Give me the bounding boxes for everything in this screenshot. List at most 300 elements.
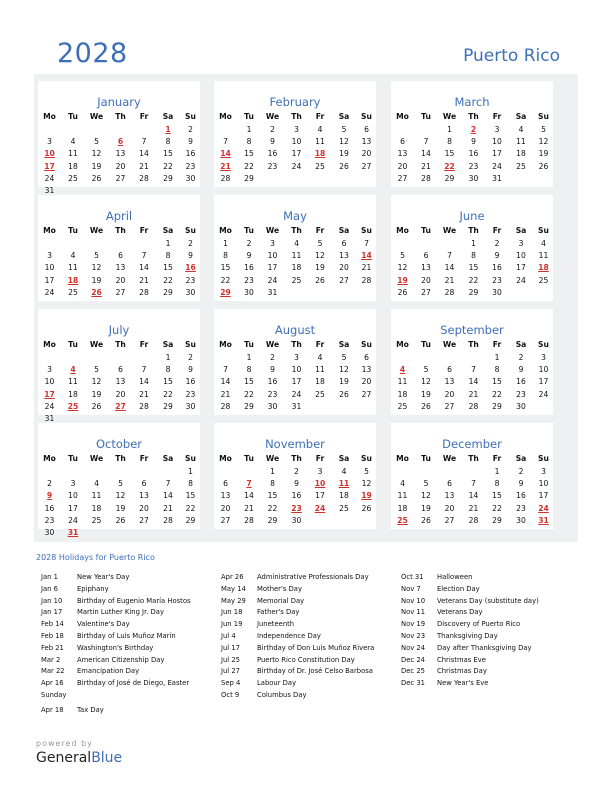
day-cell[interactable]: 26 bbox=[421, 401, 431, 411]
day-cell[interactable]: 26 bbox=[91, 401, 102, 411]
day-cell[interactable]: 11 bbox=[315, 137, 325, 147]
day-cell[interactable]: 16 bbox=[468, 149, 479, 159]
day-cell[interactable]: 9 bbox=[471, 137, 476, 147]
day-cell[interactable]: 19 bbox=[91, 389, 102, 399]
holiday-day[interactable]: 29 bbox=[220, 287, 231, 297]
day-cell[interactable]: 23 bbox=[44, 515, 55, 525]
day-cell[interactable]: 29 bbox=[444, 173, 455, 183]
day-cell[interactable]: 2 bbox=[188, 353, 193, 362]
day-cell[interactable]: 11 bbox=[291, 251, 302, 261]
day-cell[interactable]: 18 bbox=[339, 491, 349, 501]
holiday-day[interactable]: 31 bbox=[538, 515, 549, 525]
day-cell[interactable]: 29 bbox=[185, 515, 196, 525]
day-cell[interactable]: 29 bbox=[163, 287, 173, 297]
day-cell[interactable]: 27 bbox=[444, 401, 455, 411]
day-cell[interactable]: 2 bbox=[270, 353, 275, 362]
day-cell[interactable]: 17 bbox=[538, 491, 549, 501]
day-cell[interactable]: 30 bbox=[244, 287, 254, 297]
day-cell[interactable]: 14 bbox=[139, 377, 149, 387]
day-cell[interactable]: 18 bbox=[291, 263, 302, 273]
day-cell[interactable]: 4 bbox=[518, 125, 524, 134]
day-cell[interactable]: 6 bbox=[364, 353, 369, 362]
day-cell[interactable]: 20 bbox=[397, 161, 408, 171]
day-cell[interactable]: 22 bbox=[492, 389, 502, 399]
day-cell[interactable]: 9 bbox=[270, 137, 275, 147]
day-cell[interactable]: 5 bbox=[94, 251, 99, 261]
day-cell[interactable]: 1 bbox=[494, 353, 500, 362]
day-cell[interactable]: 23 bbox=[185, 161, 196, 171]
day-cell[interactable]: 20 bbox=[115, 275, 126, 285]
day-cell[interactable]: 25 bbox=[68, 287, 78, 297]
day-cell[interactable]: 12 bbox=[421, 377, 431, 387]
day-cell[interactable]: 8 bbox=[165, 365, 171, 375]
day-cell[interactable]: 21 bbox=[139, 161, 149, 171]
day-cell[interactable]: 23 bbox=[516, 503, 526, 513]
day-cell[interactable]: 12 bbox=[421, 491, 431, 501]
day-cell[interactable]: 24 bbox=[44, 173, 55, 183]
day-cell[interactable]: 8 bbox=[494, 479, 500, 489]
day-cell[interactable]: 29 bbox=[468, 287, 479, 297]
day-cell[interactable]: 30 bbox=[185, 401, 196, 411]
day-cell[interactable]: 6 bbox=[423, 251, 429, 261]
day-cell[interactable]: 11 bbox=[516, 137, 526, 147]
day-cell[interactable]: 27 bbox=[115, 287, 126, 297]
day-cell[interactable]: 28 bbox=[421, 173, 431, 183]
day-cell[interactable]: 22 bbox=[220, 275, 231, 285]
day-cell[interactable]: 5 bbox=[317, 239, 323, 248]
day-cell[interactable]: 30 bbox=[185, 287, 196, 297]
day-cell[interactable]: 17 bbox=[291, 377, 302, 387]
day-cell[interactable]: 30 bbox=[44, 528, 55, 537]
day-cell[interactable]: 18 bbox=[516, 149, 526, 159]
day-cell[interactable]: 25 bbox=[315, 161, 325, 171]
day-cell[interactable]: 3 bbox=[47, 365, 52, 375]
day-cell[interactable]: 21 bbox=[421, 161, 431, 171]
day-cell[interactable]: 13 bbox=[361, 365, 372, 375]
day-cell[interactable]: 22 bbox=[244, 389, 254, 399]
day-cell[interactable]: 4 bbox=[317, 353, 323, 362]
day-cell[interactable]: 11 bbox=[91, 491, 102, 501]
day-cell[interactable]: 16 bbox=[516, 377, 526, 387]
day-cell[interactable]: 13 bbox=[421, 263, 431, 273]
day-cell[interactable]: 11 bbox=[397, 491, 408, 501]
day-cell[interactable]: 5 bbox=[341, 125, 347, 134]
day-cell[interactable]: 15 bbox=[163, 263, 173, 273]
day-cell[interactable]: 2 bbox=[294, 467, 299, 476]
day-cell[interactable]: 10 bbox=[44, 377, 55, 387]
holiday-day[interactable]: 7 bbox=[246, 479, 252, 489]
day-cell[interactable]: 17 bbox=[267, 263, 278, 273]
holiday-day[interactable]: 19 bbox=[397, 275, 408, 285]
day-cell[interactable]: 12 bbox=[115, 491, 126, 501]
day-cell[interactable]: 14 bbox=[444, 263, 455, 273]
day-cell[interactable]: 15 bbox=[163, 377, 173, 387]
day-cell[interactable]: 1 bbox=[165, 239, 171, 248]
day-cell[interactable]: 31 bbox=[291, 401, 302, 411]
day-cell[interactable]: 16 bbox=[44, 503, 55, 513]
day-cell[interactable]: 10 bbox=[538, 479, 549, 489]
day-cell[interactable]: 7 bbox=[223, 137, 228, 147]
day-cell[interactable]: 14 bbox=[468, 377, 479, 387]
day-cell[interactable]: 8 bbox=[270, 479, 275, 489]
holiday-day[interactable]: 10 bbox=[314, 479, 326, 489]
day-cell[interactable]: 18 bbox=[91, 503, 102, 513]
day-cell[interactable]: 4 bbox=[70, 137, 76, 147]
day-cell[interactable]: 20 bbox=[139, 503, 149, 513]
day-cell[interactable]: 24 bbox=[267, 275, 278, 285]
day-cell[interactable]: 1 bbox=[246, 125, 252, 134]
day-cell[interactable]: 25 bbox=[315, 389, 325, 399]
day-cell[interactable]: 24 bbox=[44, 287, 55, 297]
day-cell[interactable]: 13 bbox=[444, 377, 455, 387]
day-cell[interactable]: 29 bbox=[267, 515, 278, 525]
day-cell[interactable]: 22 bbox=[163, 389, 173, 399]
day-cell[interactable]: 28 bbox=[139, 401, 149, 411]
day-cell[interactable]: 6 bbox=[341, 239, 347, 248]
day-cell[interactable]: 5 bbox=[423, 479, 429, 489]
day-cell[interactable]: 13 bbox=[115, 377, 126, 387]
day-cell[interactable]: 26 bbox=[91, 173, 102, 183]
day-cell[interactable]: 12 bbox=[361, 479, 372, 489]
day-cell[interactable]: 19 bbox=[339, 377, 349, 387]
day-cell[interactable]: 22 bbox=[267, 503, 278, 513]
day-cell[interactable]: 7 bbox=[141, 365, 147, 375]
holiday-day[interactable]: 17 bbox=[44, 161, 55, 171]
day-cell[interactable]: 30 bbox=[267, 401, 278, 411]
day-cell[interactable]: 10 bbox=[44, 263, 55, 273]
day-cell[interactable]: 6 bbox=[447, 365, 452, 375]
day-cell[interactable]: 13 bbox=[444, 491, 455, 501]
day-cell[interactable]: 1 bbox=[494, 467, 500, 476]
day-cell[interactable]: 13 bbox=[115, 149, 126, 159]
holiday-day[interactable]: 4 bbox=[399, 365, 406, 375]
day-cell[interactable]: 12 bbox=[315, 251, 325, 261]
day-cell[interactable]: 1 bbox=[471, 239, 476, 248]
day-cell[interactable]: 28 bbox=[468, 515, 479, 525]
day-cell[interactable]: 10 bbox=[492, 137, 502, 147]
day-cell[interactable]: 21 bbox=[220, 389, 231, 399]
day-cell[interactable]: 18 bbox=[68, 389, 78, 399]
day-cell[interactable]: 28 bbox=[244, 515, 254, 525]
day-cell[interactable]: 17 bbox=[68, 503, 78, 513]
day-cell[interactable]: 20 bbox=[115, 389, 126, 399]
holiday-day[interactable]: 25 bbox=[67, 401, 79, 411]
day-cell[interactable]: 19 bbox=[115, 503, 126, 513]
day-cell[interactable]: 16 bbox=[267, 377, 278, 387]
day-cell[interactable]: 16 bbox=[291, 491, 302, 501]
day-cell[interactable]: 8 bbox=[223, 251, 228, 261]
day-cell[interactable]: 9 bbox=[270, 365, 275, 375]
day-cell[interactable]: 29 bbox=[492, 515, 502, 525]
day-cell[interactable]: 1 bbox=[165, 353, 171, 362]
day-cell[interactable]: 3 bbox=[317, 467, 323, 476]
day-cell[interactable]: 28 bbox=[139, 287, 149, 297]
day-cell[interactable]: 3 bbox=[70, 479, 76, 489]
day-cell[interactable]: 15 bbox=[468, 263, 479, 273]
day-cell[interactable]: 15 bbox=[492, 491, 502, 501]
day-cell[interactable]: 15 bbox=[267, 491, 278, 501]
holiday-day[interactable]: 25 bbox=[397, 515, 408, 525]
day-cell[interactable]: 3 bbox=[294, 353, 299, 362]
day-cell[interactable]: 5 bbox=[423, 365, 429, 375]
day-cell[interactable]: 20 bbox=[339, 263, 349, 273]
day-cell[interactable]: 7 bbox=[364, 239, 369, 248]
day-cell[interactable]: 2 bbox=[246, 239, 252, 248]
day-cell[interactable]: 6 bbox=[118, 365, 123, 375]
day-cell[interactable]: 7 bbox=[423, 137, 429, 147]
day-cell[interactable]: 10 bbox=[68, 491, 78, 501]
day-cell[interactable]: 22 bbox=[185, 503, 196, 513]
brand-logo[interactable] bbox=[36, 750, 122, 766]
day-cell[interactable]: 13 bbox=[397, 149, 408, 159]
day-cell[interactable]: 27 bbox=[115, 173, 126, 183]
day-cell[interactable]: 19 bbox=[91, 275, 102, 285]
day-cell[interactable]: 3 bbox=[294, 125, 299, 134]
day-cell[interactable]: 1 bbox=[188, 467, 193, 476]
day-cell[interactable]: 4 bbox=[317, 125, 323, 134]
day-cell[interactable]: 5 bbox=[341, 353, 347, 362]
day-cell[interactable]: 26 bbox=[115, 515, 126, 525]
day-cell[interactable]: 21 bbox=[468, 389, 479, 399]
day-cell[interactable]: 28 bbox=[220, 173, 231, 183]
holiday-day[interactable]: 14 bbox=[220, 149, 231, 159]
day-cell[interactable]: 9 bbox=[518, 479, 524, 489]
day-cell[interactable]: 16 bbox=[516, 491, 526, 501]
day-cell[interactable]: 10 bbox=[516, 251, 526, 261]
day-cell[interactable]: 24 bbox=[44, 401, 55, 411]
holiday-day[interactable]: 23 bbox=[291, 503, 302, 513]
day-cell[interactable]: 17 bbox=[516, 263, 526, 273]
day-cell[interactable]: 3 bbox=[47, 137, 52, 147]
day-cell[interactable]: 15 bbox=[163, 149, 173, 159]
day-cell[interactable]: 28 bbox=[361, 275, 372, 285]
day-cell[interactable]: 3 bbox=[494, 125, 500, 134]
day-cell[interactable]: 21 bbox=[444, 275, 455, 285]
day-cell[interactable]: 14 bbox=[421, 149, 431, 159]
day-cell[interactable]: 4 bbox=[94, 479, 99, 489]
day-cell[interactable]: 20 bbox=[361, 377, 372, 387]
day-cell[interactable]: 24 bbox=[492, 161, 502, 171]
day-cell[interactable]: 2 bbox=[188, 239, 193, 248]
day-cell[interactable]: 11 bbox=[538, 251, 549, 261]
day-cell[interactable]: 31 bbox=[267, 287, 278, 297]
day-cell[interactable]: 5 bbox=[94, 365, 99, 375]
day-cell[interactable]: 2 bbox=[518, 353, 524, 362]
day-cell[interactable]: 9 bbox=[294, 479, 299, 489]
day-cell[interactable]: 27 bbox=[220, 515, 231, 525]
day-cell[interactable]: 29 bbox=[244, 401, 254, 411]
holiday-day[interactable]: 1 bbox=[165, 125, 171, 134]
day-cell[interactable]: 19 bbox=[315, 263, 325, 273]
day-cell[interactable]: 12 bbox=[538, 137, 549, 147]
day-cell[interactable]: 8 bbox=[165, 251, 171, 261]
day-cell[interactable]: 3 bbox=[541, 467, 546, 476]
holiday-day[interactable]: 10 bbox=[44, 149, 55, 159]
day-cell[interactable]: 30 bbox=[291, 515, 302, 525]
day-cell[interactable]: 16 bbox=[185, 149, 196, 159]
day-cell[interactable]: 18 bbox=[315, 377, 325, 387]
day-cell[interactable]: 11 bbox=[68, 263, 78, 273]
holiday-day[interactable]: 4 bbox=[70, 365, 76, 375]
day-cell[interactable]: 14 bbox=[139, 149, 149, 159]
day-cell[interactable]: 12 bbox=[397, 263, 408, 273]
day-cell[interactable]: 24 bbox=[68, 515, 78, 525]
day-cell[interactable]: 6 bbox=[400, 137, 405, 147]
day-cell[interactable]: 21 bbox=[361, 263, 372, 273]
day-cell[interactable]: 26 bbox=[421, 515, 431, 525]
day-cell[interactable]: 1 bbox=[246, 353, 252, 362]
day-cell[interactable]: 7 bbox=[471, 365, 476, 375]
day-cell[interactable]: 11 bbox=[315, 365, 325, 375]
day-cell[interactable]: 12 bbox=[91, 377, 102, 387]
day-cell[interactable]: 7 bbox=[447, 251, 452, 261]
day-cell[interactable]: 1 bbox=[447, 125, 452, 134]
day-cell[interactable]: 25 bbox=[397, 401, 408, 411]
day-cell[interactable]: 13 bbox=[139, 491, 149, 501]
day-cell[interactable]: 4 bbox=[400, 479, 405, 489]
day-cell[interactable]: 12 bbox=[91, 149, 102, 159]
day-cell[interactable]: 22 bbox=[163, 275, 173, 285]
day-cell[interactable]: 19 bbox=[538, 149, 549, 159]
day-cell[interactable]: 10 bbox=[538, 365, 549, 375]
day-cell[interactable]: 29 bbox=[163, 173, 173, 183]
day-cell[interactable]: 8 bbox=[246, 365, 252, 375]
day-cell[interactable]: 8 bbox=[471, 251, 476, 261]
day-cell[interactable]: 19 bbox=[91, 161, 102, 171]
day-cell[interactable]: 11 bbox=[397, 377, 408, 387]
day-cell[interactable]: 29 bbox=[163, 401, 173, 411]
day-cell[interactable]: 14 bbox=[139, 263, 149, 273]
holiday-day[interactable]: 21 bbox=[220, 161, 231, 171]
day-cell[interactable]: 9 bbox=[518, 365, 524, 375]
day-cell[interactable]: 12 bbox=[339, 365, 349, 375]
day-cell[interactable]: 4 bbox=[294, 239, 299, 248]
day-cell[interactable]: 17 bbox=[538, 377, 549, 387]
day-cell[interactable]: 10 bbox=[291, 365, 302, 375]
day-cell[interactable]: 5 bbox=[364, 467, 369, 476]
day-cell[interactable]: 22 bbox=[244, 161, 254, 171]
day-cell[interactable]: 2 bbox=[494, 239, 500, 248]
day-cell[interactable]: 15 bbox=[244, 377, 254, 387]
day-cell[interactable]: 15 bbox=[244, 149, 254, 159]
holiday-day[interactable]: 9 bbox=[46, 491, 53, 501]
day-cell[interactable]: 22 bbox=[163, 161, 173, 171]
day-cell[interactable]: 15 bbox=[444, 149, 455, 159]
day-cell[interactable]: 29 bbox=[244, 173, 254, 183]
day-cell[interactable]: 18 bbox=[68, 161, 78, 171]
day-cell[interactable]: 11 bbox=[68, 377, 78, 387]
day-cell[interactable]: 6 bbox=[118, 251, 123, 261]
day-cell[interactable]: 7 bbox=[165, 479, 171, 489]
day-cell[interactable]: 7 bbox=[223, 365, 228, 375]
day-cell[interactable]: 24 bbox=[538, 389, 549, 399]
day-cell[interactable]: 27 bbox=[139, 515, 149, 525]
day-cell[interactable]: 20 bbox=[361, 149, 372, 159]
day-cell[interactable]: 26 bbox=[361, 503, 372, 513]
day-cell[interactable]: 14 bbox=[468, 491, 479, 501]
day-cell[interactable]: 21 bbox=[139, 275, 149, 285]
day-cell[interactable]: 3 bbox=[270, 239, 275, 248]
day-cell[interactable]: 4 bbox=[341, 467, 347, 476]
day-cell[interactable]: 13 bbox=[220, 491, 231, 501]
day-cell[interactable]: 8 bbox=[188, 479, 193, 489]
day-cell[interactable]: 20 bbox=[115, 161, 126, 171]
day-cell[interactable]: 14 bbox=[220, 377, 231, 387]
day-cell[interactable]: 7 bbox=[141, 251, 147, 261]
day-cell[interactable]: 5 bbox=[541, 125, 546, 134]
day-cell[interactable]: 17 bbox=[291, 149, 302, 159]
holiday-day[interactable]: 18 bbox=[67, 275, 79, 285]
day-cell[interactable]: 15 bbox=[220, 263, 231, 273]
day-cell[interactable]: 26 bbox=[315, 275, 325, 285]
day-cell[interactable]: 9 bbox=[188, 251, 193, 261]
holiday-day[interactable]: 18 bbox=[538, 263, 549, 273]
day-cell[interactable]: 17 bbox=[44, 275, 55, 285]
day-cell[interactable]: 23 bbox=[468, 161, 479, 171]
day-cell[interactable]: 23 bbox=[267, 161, 278, 171]
day-cell[interactable]: 1 bbox=[223, 239, 228, 248]
day-cell[interactable]: 24 bbox=[516, 275, 526, 285]
day-cell[interactable]: 2 bbox=[270, 125, 275, 134]
holiday-day[interactable]: 31 bbox=[67, 528, 79, 537]
holiday-day[interactable]: 24 bbox=[538, 503, 549, 513]
holiday-day[interactable]: 2 bbox=[470, 125, 477, 134]
day-cell[interactable]: 21 bbox=[468, 503, 479, 513]
day-cell[interactable]: 23 bbox=[267, 389, 278, 399]
day-cell[interactable]: 21 bbox=[244, 503, 254, 513]
holiday-day[interactable]: 6 bbox=[117, 137, 124, 147]
day-cell[interactable]: 27 bbox=[444, 515, 455, 525]
day-cell[interactable]: 26 bbox=[538, 161, 549, 171]
day-cell[interactable]: 26 bbox=[339, 161, 349, 171]
day-cell[interactable]: 10 bbox=[267, 251, 278, 261]
day-cell[interactable]: 4 bbox=[541, 239, 546, 248]
day-cell[interactable]: 12 bbox=[91, 263, 102, 273]
day-cell[interactable]: 13 bbox=[361, 137, 372, 147]
day-cell[interactable]: 21 bbox=[139, 389, 149, 399]
day-cell[interactable]: 28 bbox=[163, 515, 173, 525]
day-cell[interactable]: 22 bbox=[492, 503, 502, 513]
day-cell[interactable]: 5 bbox=[94, 137, 99, 147]
day-cell[interactable]: 30 bbox=[516, 515, 526, 525]
day-cell[interactable]: 23 bbox=[516, 389, 526, 399]
day-cell[interactable]: 25 bbox=[516, 161, 526, 171]
day-cell[interactable]: 24 bbox=[291, 161, 302, 171]
day-cell[interactable]: 28 bbox=[139, 173, 149, 183]
day-cell[interactable]: 6 bbox=[364, 125, 369, 134]
day-cell[interactable]: 8 bbox=[494, 365, 500, 375]
day-cell[interactable]: 27 bbox=[361, 161, 372, 171]
day-cell[interactable]: 29 bbox=[492, 401, 502, 411]
day-cell[interactable]: 23 bbox=[185, 275, 196, 285]
day-cell[interactable]: 21 bbox=[163, 503, 173, 513]
day-cell[interactable]: 6 bbox=[223, 479, 228, 489]
holiday-day[interactable]: 16 bbox=[185, 263, 196, 273]
day-cell[interactable]: 7 bbox=[471, 479, 476, 489]
day-cell[interactable]: 1 bbox=[270, 467, 275, 476]
day-cell[interactable]: 6 bbox=[141, 479, 147, 489]
day-cell[interactable]: 8 bbox=[447, 137, 452, 147]
day-cell[interactable]: 27 bbox=[339, 275, 349, 285]
day-cell[interactable]: 6 bbox=[447, 479, 452, 489]
day-cell[interactable]: 25 bbox=[339, 503, 349, 513]
day-cell[interactable]: 20 bbox=[220, 503, 231, 513]
day-cell[interactable]: 30 bbox=[468, 173, 479, 183]
day-cell[interactable]: 10 bbox=[291, 137, 302, 147]
day-cell[interactable]: 26 bbox=[339, 389, 349, 399]
day-cell[interactable]: 19 bbox=[421, 389, 431, 399]
day-cell[interactable]: 11 bbox=[68, 149, 78, 159]
